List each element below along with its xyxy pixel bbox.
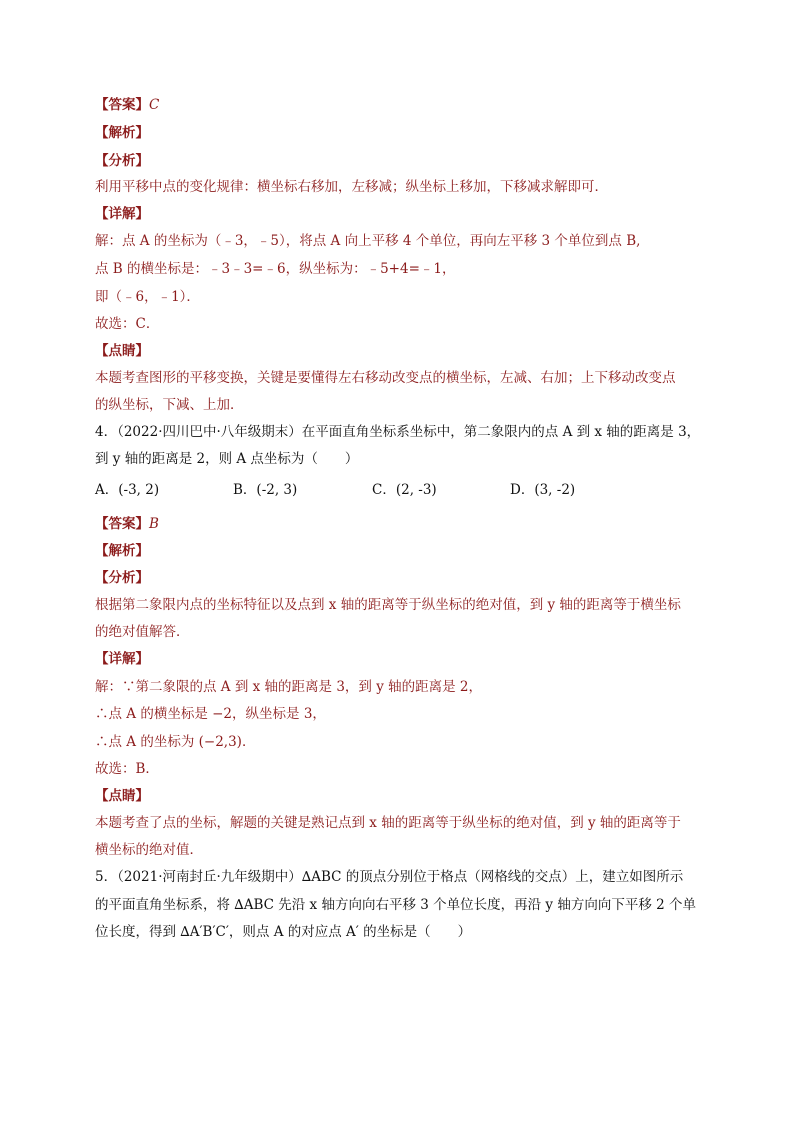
dianjing-text: 本题考查了点的坐标，解题的关键是熟记点到 x 轴的距离等于纵坐标的绝对值，到 y 轴的距离等于 <box>95 815 681 831</box>
fenxi-text: 的绝对值解答． <box>95 624 190 640</box>
fenxi-text: 利用平移中点的变化规律：横坐标右移加，左移减；纵坐标上移加，下移减求解即可． <box>95 179 608 195</box>
answer-line <box>95 515 159 533</box>
question-stem: 位长度，得到 ∆A′B′C′，则点 A 的对应点 A′ 的坐标是（ ） <box>95 924 472 940</box>
dianjing-heading: 【点睛】 <box>95 788 149 804</box>
detail-heading: 【详解】 <box>95 651 149 667</box>
dianjing-text: 横坐标的绝对值． <box>95 842 203 858</box>
question-stem: 到 y 轴的距离是 2，则 A 点坐标为（ ） <box>95 451 359 467</box>
question-stem: 4．（2022·四川巴中·八年级期末）在平面直角坐标系坐标中，第二象限内的点 A 到 x 轴的距离是 3， <box>95 424 701 440</box>
fenxi-text: 根据第二象限内点的坐标特征以及点到 x 轴的距离等于纵坐标的绝对值，到 y 轴的距离等于横坐标 <box>95 597 681 613</box>
answer-tag: 【答案】 <box>95 516 149 532</box>
detail-line: 故选：C． <box>95 316 160 332</box>
analysis-heading: 【解析】 <box>95 543 149 559</box>
detail-line: 解：点 A 的坐标为（﹣3，﹣5），将点 A 向上平移 4 个单位，再向左平移 3 个单位到点 B, <box>95 233 641 249</box>
detail-line: 点 B 的横坐标是：﹣3﹣3=﹣6，纵坐标为：﹣5+4=﹣1， <box>95 261 456 277</box>
detail-line: 解：∵第二象限的点 A 到 x 轴的距离是 3，到 y 轴的距离是 2， <box>95 679 482 695</box>
option-d: D．(3, -2) <box>510 482 576 498</box>
detail-line: 故选：B． <box>95 761 159 777</box>
fenxi-heading: 【分析】 <box>95 153 149 169</box>
dianjing-heading: 【点睛】 <box>95 343 149 359</box>
detail-line: 即（﹣6，﹣1）． <box>95 289 200 305</box>
option-a: A．(-3, 2) <box>95 482 160 498</box>
dianjing-text: 的纵坐标，下减、上加． <box>95 397 244 413</box>
detail-line: ∴点 A 的坐标为 (−2,3)． <box>95 734 256 750</box>
detail-heading: 【详解】 <box>95 206 149 222</box>
answer-line <box>95 96 159 114</box>
answer-tag: 【答案】 <box>95 97 149 113</box>
analysis-heading: 【解析】 <box>95 125 149 141</box>
option-c: C．(2, -3) <box>372 482 437 498</box>
option-b: B．(-2, 3) <box>233 482 298 498</box>
question-stem: 5．（2021·河南封丘·九年级期中）∆ABC 的顶点分别位于格点（网格线的交点）上，建立如图所示 <box>95 869 684 885</box>
fenxi-heading: 【分析】 <box>95 570 149 586</box>
detail-line: ∴点 A 的横坐标是 −2，纵坐标是 3， <box>95 706 326 722</box>
dianjing-text: 本题考查图形的平移变换，关键是要懂得左右移动改变点的横坐标，左减、右加；上下移动改变点 <box>95 370 676 386</box>
answer-value: B <box>149 516 159 532</box>
answer-value: C <box>149 97 160 113</box>
question-stem: 的平面直角坐标系，将 ∆ABC 先沿 x 轴方向向右平移 3 个单位长度，再沿 y 轴方向向下平移 2 个单 <box>95 897 697 913</box>
